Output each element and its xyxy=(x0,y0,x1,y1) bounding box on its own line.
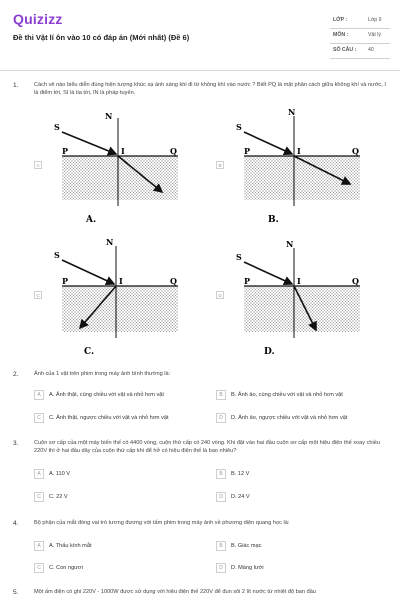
option-text: C. Ảnh thật, ngược chiều với vật và nhỏ hơn vật xyxy=(49,414,169,421)
water-region xyxy=(244,286,360,332)
option-text: B. Giác mạc xyxy=(231,542,262,549)
diagram-a xyxy=(50,106,190,228)
option-b-box[interactable]: B xyxy=(216,161,224,169)
option-letter-box[interactable]: B xyxy=(216,469,226,479)
option-letter-box[interactable]: C xyxy=(34,563,44,573)
option-text: D. Ảnh ảo, ngược chiều với vật và nhỏ hơn vật xyxy=(231,414,348,421)
option-text: C. Con ngươi xyxy=(49,564,83,571)
water-region xyxy=(62,156,178,200)
diagram-c xyxy=(50,236,190,360)
option-d-box[interactable]: D xyxy=(216,291,224,299)
option-letter-box[interactable]: D xyxy=(216,413,226,423)
option-letter-box[interactable]: B xyxy=(216,541,226,551)
label-n: N xyxy=(105,111,113,121)
question-number: 5. xyxy=(13,589,19,596)
option-text: B. 12 V xyxy=(231,470,250,477)
diagram-d xyxy=(232,236,372,360)
incident-ray xyxy=(244,132,292,154)
caption-d: D. xyxy=(264,347,275,357)
label-q: Q xyxy=(170,276,177,286)
meta-row-class xyxy=(330,14,390,29)
option-text: A. Ảnh thật, cùng chiều với vật và nhỏ hơn vật xyxy=(49,391,164,398)
option-letter-box[interactable]: D xyxy=(216,563,226,573)
label-s: S xyxy=(54,122,60,132)
label-p: P xyxy=(62,146,69,156)
option-text: D. Màng lưới xyxy=(231,564,264,571)
option-c-box[interactable]: C xyxy=(34,291,42,299)
caption-b: B. xyxy=(268,215,279,225)
label-i: I xyxy=(297,276,301,286)
meta-value: 40 xyxy=(368,47,374,53)
question-number: 1. xyxy=(13,82,19,89)
water-region xyxy=(62,286,178,332)
question-number: 4. xyxy=(13,520,19,527)
question-text: Cách vẽ nào biểu diễn đúng hiện tượng khúc xạ ánh sáng khi đi từ không khí vào nước ? Biết PQ là mặt phân cách giữa không khí và nước, I là điểm tới, SI là tia tới, IN là pháp tuyến. xyxy=(34,82,386,96)
label-q: Q xyxy=(352,146,359,156)
meta-key: SỐ CÂU : xyxy=(333,47,357,53)
meta-value: Lớp 9 xyxy=(368,17,382,23)
label-p: P xyxy=(62,276,69,286)
label-n: N xyxy=(106,237,114,247)
label-s: S xyxy=(236,122,242,132)
label-q: Q xyxy=(170,146,177,156)
caption-a: A. xyxy=(86,215,97,225)
option-text: A. Thấu kính mắt xyxy=(49,542,92,549)
option-text: B. Ảnh ảo, cùng chiều với vật và nhỏ hơn vật xyxy=(231,391,343,398)
question-text: Bộ phận của mắt đóng vai trò tương đương với tấm phim trong máy ảnh về phương diện quang học là: xyxy=(34,520,290,526)
label-s: S xyxy=(54,250,60,260)
meta-key: MÔN : xyxy=(333,32,349,38)
incident-ray xyxy=(62,260,114,284)
meta-value: Vật lý xyxy=(368,32,381,38)
option-letter-box[interactable]: A xyxy=(34,469,44,479)
label-i: I xyxy=(297,146,301,156)
option-letter-box[interactable]: A xyxy=(34,390,44,400)
quizizz-logo: Quizizz xyxy=(13,11,63,27)
diagram-b xyxy=(232,106,372,228)
water-region xyxy=(244,156,360,200)
label-p: P xyxy=(244,146,251,156)
option-text: C. 22 V xyxy=(49,493,68,500)
question-number: 2. xyxy=(13,371,19,378)
question-text: Một ấm điện có ghi 220V - 1000W được sử dụng với hiệu điện thế 220V để đun sôi 2 lít nước từ nhiệt độ ban đầu xyxy=(34,589,316,595)
option-letter-box[interactable]: C xyxy=(34,413,44,423)
worksheet-header xyxy=(0,0,400,71)
option-text: A. 110 V xyxy=(49,470,71,477)
label-q: Q xyxy=(352,276,359,286)
worksheet-title: Đề thi Vật lí ôn vào 10 có đáp án (Mới nhất) (Đề 6) xyxy=(13,33,190,42)
meta-row-subject xyxy=(330,29,390,44)
label-p: P xyxy=(244,276,251,286)
option-letter-box[interactable]: C xyxy=(34,492,44,502)
incident-ray xyxy=(62,132,116,154)
incident-ray xyxy=(244,262,292,284)
question-number: 3. xyxy=(13,440,19,447)
label-s: S xyxy=(236,252,242,262)
caption-c: C. xyxy=(84,347,95,357)
option-a-box[interactable]: A xyxy=(34,161,42,169)
label-i: I xyxy=(119,276,123,286)
label-n: N xyxy=(286,239,294,249)
option-letter-box[interactable]: A xyxy=(34,541,44,551)
meta-row-count xyxy=(330,44,390,59)
meta-key: LỚP : xyxy=(333,17,348,23)
meta-table xyxy=(330,14,390,59)
option-text: D. 24 V xyxy=(231,493,250,500)
option-letter-box[interactable]: D xyxy=(216,492,226,502)
option-letter-box[interactable]: B xyxy=(216,390,226,400)
question-text: Cuộn sơ cấp của một máy biến thế có 4400 vòng, cuộn thứ cấp có 240 vòng. Khi đặt vào hai đầu cuộn sơ cấp một hiệu điện thế xoay chiều 220V thì ở hai đầu dây của cuộn thứ cấp khi để hở có hiệu điện thế là bao nhiêu? xyxy=(34,440,380,454)
label-n: N xyxy=(288,107,296,117)
question-text: Ảnh của 1 vật trên phim trong máy ảnh bình thường là: xyxy=(34,371,171,377)
label-i: I xyxy=(121,146,125,156)
